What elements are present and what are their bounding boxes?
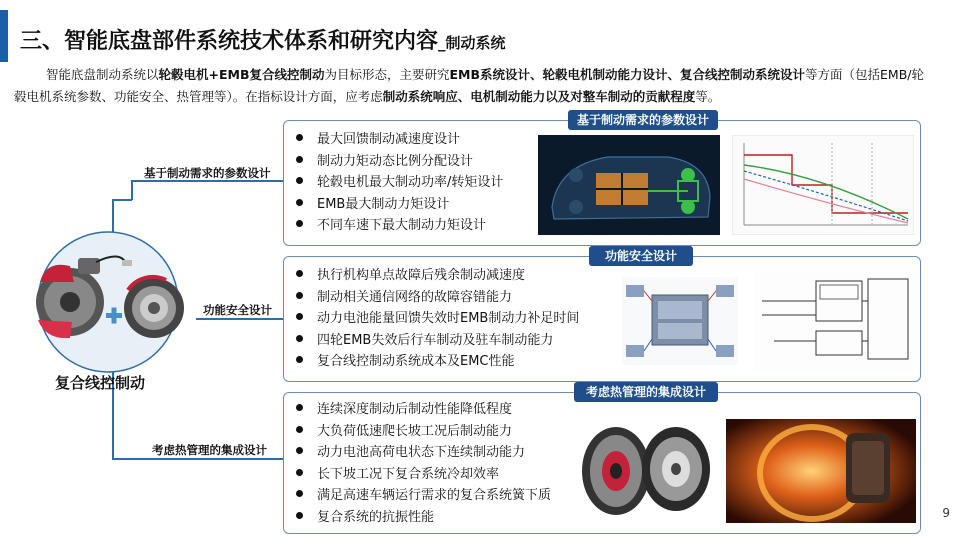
panel-thermal-integration — [283, 392, 921, 534]
list-item: EMB最大制动力矩设计 — [296, 194, 503, 216]
list-item: 四轮EMB失效后行车制动及驻车制动能力 — [296, 330, 579, 352]
network-topology-diagram-image — [622, 277, 738, 365]
bullet-dot-icon — [296, 447, 303, 454]
list-item: 长下坡工况下复合系统冷却效率 — [296, 464, 551, 486]
page-number: 9 — [942, 506, 950, 520]
branch-label-2: 功能安全设计 — [203, 303, 272, 317]
list-item: 制动相关通信网络的故障容错能力 — [296, 287, 579, 309]
list-item: 轮毂电机最大制动功率/转矩设计 — [296, 172, 503, 194]
control-block-diagram-image — [754, 271, 914, 371]
bullet-dot-icon — [296, 512, 303, 519]
bullet-dot-icon — [296, 490, 303, 497]
bullet-dot-icon — [296, 292, 303, 299]
list-item: 复合系统的抗振性能 — [296, 507, 551, 529]
panel-header-parameter-design: 基于制动需求的参数设计 — [568, 110, 718, 130]
list-item: 复合线控制动系统成本及EMC性能 — [296, 351, 579, 373]
bullet-dot-icon — [296, 356, 303, 363]
bullet-list-1 — [296, 129, 503, 237]
intro-bold-2: EMB系统设计、轮毂电机制动能力设计、复合线控制动系统设计 — [449, 67, 806, 82]
bullet-dot-icon — [296, 313, 303, 320]
list-item: 执行机构单点故障后残余制动减速度 — [296, 265, 579, 287]
list-item: 连续深度制动后制动性能降低程度 — [296, 399, 551, 421]
bullet-dot-icon — [296, 469, 303, 476]
bullet-dot-icon — [296, 220, 303, 227]
page-title-suffix: _制动系统 — [438, 34, 506, 52]
bullet-dot-icon — [296, 156, 303, 163]
intro-paragraph — [14, 64, 934, 108]
branch-line-2 — [196, 318, 283, 320]
bullet-dot-icon — [296, 134, 303, 141]
bullet-dot-icon — [296, 426, 303, 433]
title-accent-bar — [0, 10, 8, 62]
intro-text-3: 等方面（包括EMB/轮毂电机系统参数、功能安全、热管理等）。在指标设计方面，应考虑 — [14, 67, 925, 104]
branch-line-3 — [112, 458, 283, 460]
list-item: 最大回馈制动减速度设计 — [296, 129, 503, 151]
bullet-dot-icon — [296, 404, 303, 411]
intro-text-2: 为目标形态，主要研究 — [324, 67, 450, 82]
panel-parameter-design — [283, 120, 921, 246]
bullet-dot-icon — [296, 270, 303, 277]
list-item: 不同车速下最大制动力矩设计 — [296, 215, 503, 237]
wheel-hub-motor-cutaway-image — [576, 419, 716, 519]
hot-brake-disc-photo-image — [726, 419, 916, 523]
list-item: 制动力矩动态比例分配设计 — [296, 151, 503, 173]
bullet-dot-icon — [296, 335, 303, 342]
list-item: 大负荷低速爬长坡工况后制动能力 — [296, 421, 551, 443]
list-item: 动力电池高荷电状态下连续制动能力 — [296, 442, 551, 464]
list-item: 动力电池能量回馈失效时EMB制动力补足时间 — [296, 308, 579, 330]
branch-label-3: 考虑热管理的集成设计 — [152, 443, 267, 457]
vehicle-chassis-image — [538, 135, 720, 235]
intro-bold-1: 轮毂电机+EMB复合线控制动 — [158, 67, 325, 82]
tree-trunk-lower — [112, 405, 114, 459]
panel-header-functional-safety: 功能安全设计 — [589, 246, 693, 266]
panel-header-thermal-integration: 考虑热管理的集成设计 — [574, 382, 718, 402]
hub-label: 复合线控制动 — [55, 374, 146, 392]
page-title — [20, 24, 506, 55]
branch-stub-top — [112, 199, 132, 201]
branch-elbow-1 — [131, 180, 133, 200]
bullet-dot-icon — [296, 199, 303, 206]
bullet-list-2 — [296, 265, 579, 373]
intro-bold-3: 制动系统响应、电机制动能力以及对整车制动的贡献程度 — [382, 89, 696, 104]
branch-label-1: 基于制动需求的参数设计 — [144, 166, 271, 180]
braking-curve-chart-image — [732, 135, 914, 235]
panel-functional-safety — [283, 256, 921, 382]
intro-text-1: 智能底盘制动系统以 — [46, 67, 159, 82]
page-title-main: 三、智能底盘部件系统技术体系和研究内容 — [20, 29, 439, 54]
bullet-dot-icon — [296, 177, 303, 184]
intro-text-4: 等。 — [695, 89, 721, 104]
bullet-list-3 — [296, 399, 551, 528]
list-item: 满足高速车辆运行需求的复合系统簧下质 — [296, 485, 551, 507]
